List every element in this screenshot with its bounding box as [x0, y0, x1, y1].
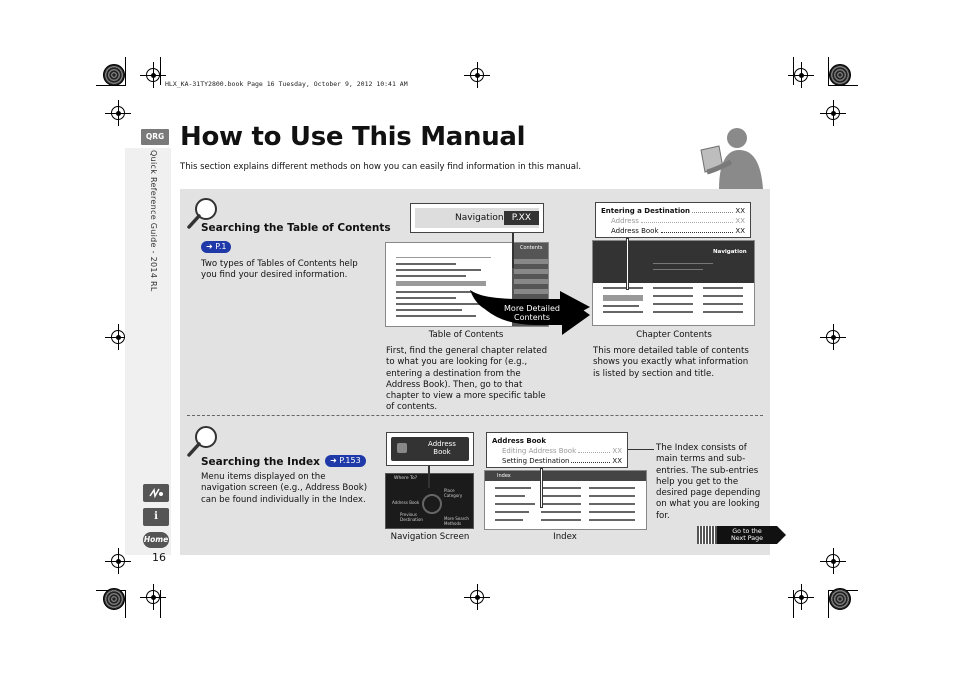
chapter-callout-line3: Address Book: [611, 227, 659, 235]
arrow-label: [494, 304, 570, 322]
toc-text-left: First, find the general chapter related to what you are looking for (e.g., entering a destination from the Address Book). Then, go to that chapter to view a more specific table of contents.: [386, 346, 548, 413]
toc-ref-text: P.1: [215, 241, 227, 251]
screen-item-address-book: Address Book: [392, 500, 420, 505]
nav-button-line2: Book: [433, 448, 451, 456]
navigation-callout: [410, 203, 544, 233]
registration-target: [829, 64, 851, 86]
next-page-button[interactable]: [697, 526, 787, 544]
home-label: Home: [143, 535, 169, 544]
index-book-image: [484, 470, 647, 530]
page-title: How to Use This Manual: [180, 122, 526, 152]
index-book-header: Index: [497, 473, 511, 479]
registration-mark: [820, 548, 846, 574]
nav-callout-pointer: [428, 466, 430, 488]
toc-description: Two types of Tables of Contents help you find your desired information.: [201, 259, 358, 281]
registration-mark: [464, 62, 490, 88]
registration-mark: [140, 584, 166, 610]
registration-mark: [820, 324, 846, 350]
index-callout-line1: Address Book: [492, 437, 547, 445]
index-callout-pointer: [540, 468, 543, 508]
chapter-callout: [595, 202, 751, 238]
sidebar-vertical-text: Quick Reference Guide - 2014 RL: [149, 150, 158, 292]
registration-target: [829, 588, 851, 610]
registration-mark: [140, 62, 166, 88]
print-header: HLX_KA-31TY2800.book Page 16 Tuesday, October 9, 2012 10:41 AM: [165, 80, 408, 88]
next-page-line2: Next Page: [731, 535, 763, 542]
index-callout-line3-page: XX: [612, 457, 622, 465]
registration-mark: [105, 100, 131, 126]
qrg-tab[interactable]: QRG: [141, 129, 169, 145]
reading-person-illustration: [697, 122, 769, 189]
chapter-book-image: [592, 240, 755, 326]
toc-heading: Searching the Table of Contents: [201, 222, 391, 234]
index-callout-line3: Setting Destination: [502, 457, 570, 465]
index-ref-text: P.153: [339, 455, 361, 465]
next-page-line1: Go to the: [732, 527, 762, 535]
index-side-text: The Index consists of main terms and sub-entries. The sub-entries help you get to the desired page depending on what you are looking for.: [656, 443, 761, 521]
index-ref-link[interactable]: ➜ P.153: [325, 455, 366, 467]
chapter-callout-line1: Entering a Destination: [601, 207, 691, 215]
toc-book-tab: Contents: [520, 245, 543, 251]
page-number: 16: [152, 551, 166, 564]
chapter-callout-line2: Address: [611, 217, 639, 225]
nav-button-line1: Address: [428, 440, 456, 448]
index-caption: Index: [553, 532, 577, 542]
screen-title: Where To?: [394, 476, 418, 481]
nav-callout-page: P.XX: [504, 211, 539, 226]
chapter-callout-line1-page: XX: [735, 207, 745, 215]
index-heading: Searching the Index: [201, 456, 320, 468]
index-heading-row: [201, 450, 366, 469]
page-intro: This section explains different methods on how you can easily find information in this manual.: [180, 162, 582, 172]
address-book-button-callout[interactable]: [386, 432, 474, 466]
info-icon[interactable]: i: [143, 508, 169, 526]
registration-target: [103, 64, 125, 86]
toc-caption: Table of Contents: [428, 330, 504, 340]
index-callout: [486, 432, 628, 468]
registration-target: [103, 588, 125, 610]
index-callout-line2: Editing Address Book: [502, 447, 577, 455]
nav-callout-label: Navigation: [455, 212, 504, 223]
arrow-label-line1: More Detailed: [504, 304, 560, 313]
toc-text-right: This more detailed table of contents shows you exactly what information is listed by section and title.: [593, 346, 749, 379]
index-callout-leader: [628, 449, 654, 450]
screen-item-category: Place Category: [444, 488, 463, 498]
chapter-callout-line3-page: XX: [735, 227, 745, 235]
registration-mark: [464, 584, 490, 610]
index-description: Menu items displayed on the navigation screen (e.g., Address Book) can be found individually in the Index.: [201, 472, 368, 505]
screen-item-more: More Search Methods: [444, 516, 469, 526]
screen-item-previous: Previous Destination: [400, 512, 423, 522]
callout-pointer: [512, 233, 514, 268]
nav-screen-caption: Navigation Screen: [390, 532, 470, 542]
toc-ref-link[interactable]: ➜ P.1: [201, 236, 231, 255]
registration-mark: [820, 100, 846, 126]
voice-icon[interactable]: [143, 484, 169, 502]
index-callout-line2-page: XX: [612, 447, 622, 455]
chapter-callout-pointer: [626, 238, 629, 290]
registration-mark: [788, 62, 814, 88]
registration-mark: [788, 584, 814, 610]
arrow-label-line2: Contents: [514, 313, 550, 322]
chapter-callout-line2-page: XX: [735, 217, 745, 225]
section-divider: [187, 415, 763, 416]
chapter-book-header: Navigation: [713, 249, 747, 255]
chapter-caption: Chapter Contents: [636, 330, 712, 340]
home-icon[interactable]: [143, 532, 169, 548]
